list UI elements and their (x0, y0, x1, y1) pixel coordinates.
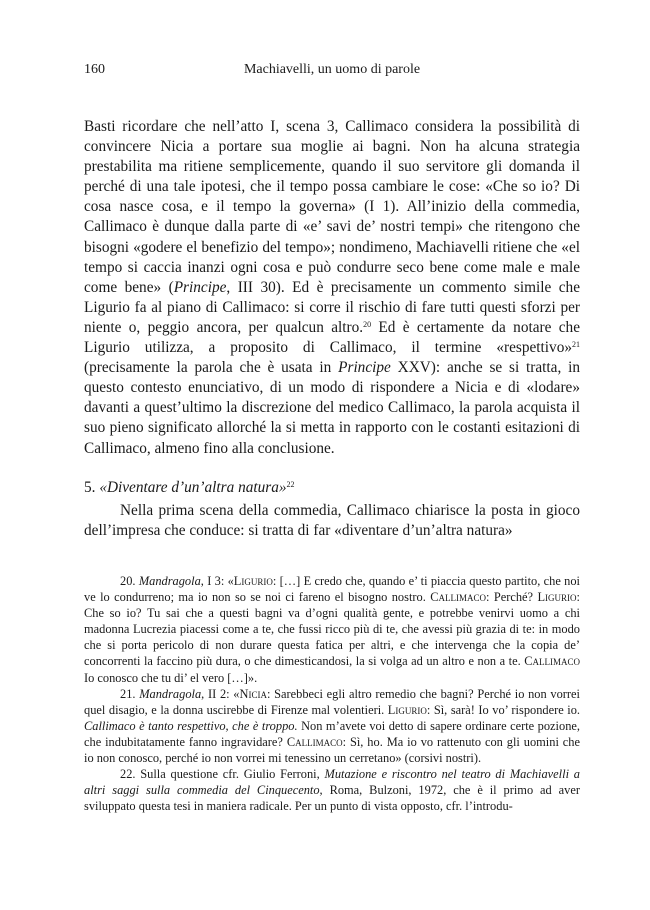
section-heading (84, 478, 580, 498)
text-run: Basti ricordare che nell’atto I, scena 3, Callimaco considera la possibilità di convincere Nicia a portare sua moglie ai bagni. Non ha alcuna strategia prestabilita ma ritiene semplicemente, quando il suo servitore gli domanda il perché di una tale ipotesi, che il tempo possa cambiare le cose: «Che so io? Di cosa nasce cosa, e il tempo la governa» (I 1). All’inizio della commedia, Callimaco è dunque dalla parte di «e’ savi de’ nostri tempi» che ritengono che bisogni «godere el benefizio del tempo»; nondimeno, Machiavelli ritiene che «el tempo si caccia inanzi ogni cosa e può condurre seco bene come male e male come bene» ( (84, 118, 580, 296)
italic-title: Principe (173, 278, 227, 296)
page-number: 160 (84, 62, 105, 77)
footnote-20: 20. Mandragola, I 3: «Ligurio: […] E credo che, quando e’ ti piaccia questo partito, che noi ve lo condurreno; ma io non so se noi ci fareno el bisogno nostro. Callimaco: Perché? Ligurio: Che so io? Tu sai che a questi bagni va d’ogni qualità gente, e potrebbe venirvi uomo a chi madonna Lucrezia piacessi come a te, che fussi ricco più di te, che avessi più grazia di te: in modo che si porta pericolo di non durare questa fatica per altri, e che intervenga che la copia de’ concorrenti la faccino più dura, o che dimesticandosi, la si volga ad un altro e non a te. Callimaco Io conosco che tu di’ el vero […]». (84, 574, 581, 685)
text-run: (precisamente la parola che è usata in (84, 359, 339, 377)
paragraph (84, 117, 580, 459)
page-header (84, 62, 580, 82)
section-title: «Diventare d’un’altra natura» (99, 479, 287, 496)
footnote-ref[interactable]: 20 (363, 319, 372, 329)
body-text (84, 117, 580, 459)
running-title: Machiavelli, un uomo di parole (243, 62, 421, 77)
footnote-21: 21. Mandragola, II 2: «Nicia: Sarebbeci egli altro remedio che bagni? Perché io non vorrei quel disagio, e la donna uscirebbe di Firenze mal volentieri. Ligurio: Sì, sarà! Io vo’ risponderе io. Callimaco è tanto respettivo, che è troppo. Non m’avete voi detto di sapere ordinare certe pozione, che indubitatamente fanno ingravidare? Callimaco: Sì, ho. Ma io vo rattenuto con gli uomini che io non conosco, perché io non vorrei mi tenessino un cerretano» (corsivi nostri). (84, 686, 580, 766)
footnote-ref[interactable]: 22 (286, 480, 295, 489)
paragraph: Nella prima scena della commedia, Callimaco chiarisce la posta in gioco dell’impresa che conduce: si tratta di far «diventare d’un’altra natura» (84, 502, 580, 540)
footnote-ref[interactable]: 21 (572, 340, 580, 350)
footnote-22: 22. Sulla questione cfr. Giulio Ferroni, Mutazione e riscontro nel teatro di Machiavelli a altri saggi sulla commedia del Cinquecento, Roma, Bulzoni, 1972, che è il primo ad aver sviluppato questa tesi in maniera radicale. Per un punto di vista opposto, cfr. l’introdu- (84, 767, 580, 814)
text-run: , III 30). Ed è precisamente un commento simile che Ligurio fa al piano di Callimaco: si corre il rischio di fare tutti questi sforzi per niente o, peggio ancora, per qualcun altro. (84, 278, 580, 336)
italic-title: Principe (338, 359, 391, 377)
text-run: XXV): anche se si tratta, in questo contesto enunciativo, di un modo di rispondere a Nicia e di «lodare» davanti a quest’ultimo la discrezione del medico Callimaco, la parola acquista il suo pieno significato allorché la si metta in rapporto con le costanti esitazioni di Callimaco, almeno fino alla conclusione. (84, 359, 580, 457)
footnotes (84, 573, 580, 814)
section-number: 5. (84, 479, 96, 496)
text-run: Ed è certamente da notare che Ligurio utilizza, a proposito di Callimaco, il termine «respettivo» (84, 318, 580, 357)
